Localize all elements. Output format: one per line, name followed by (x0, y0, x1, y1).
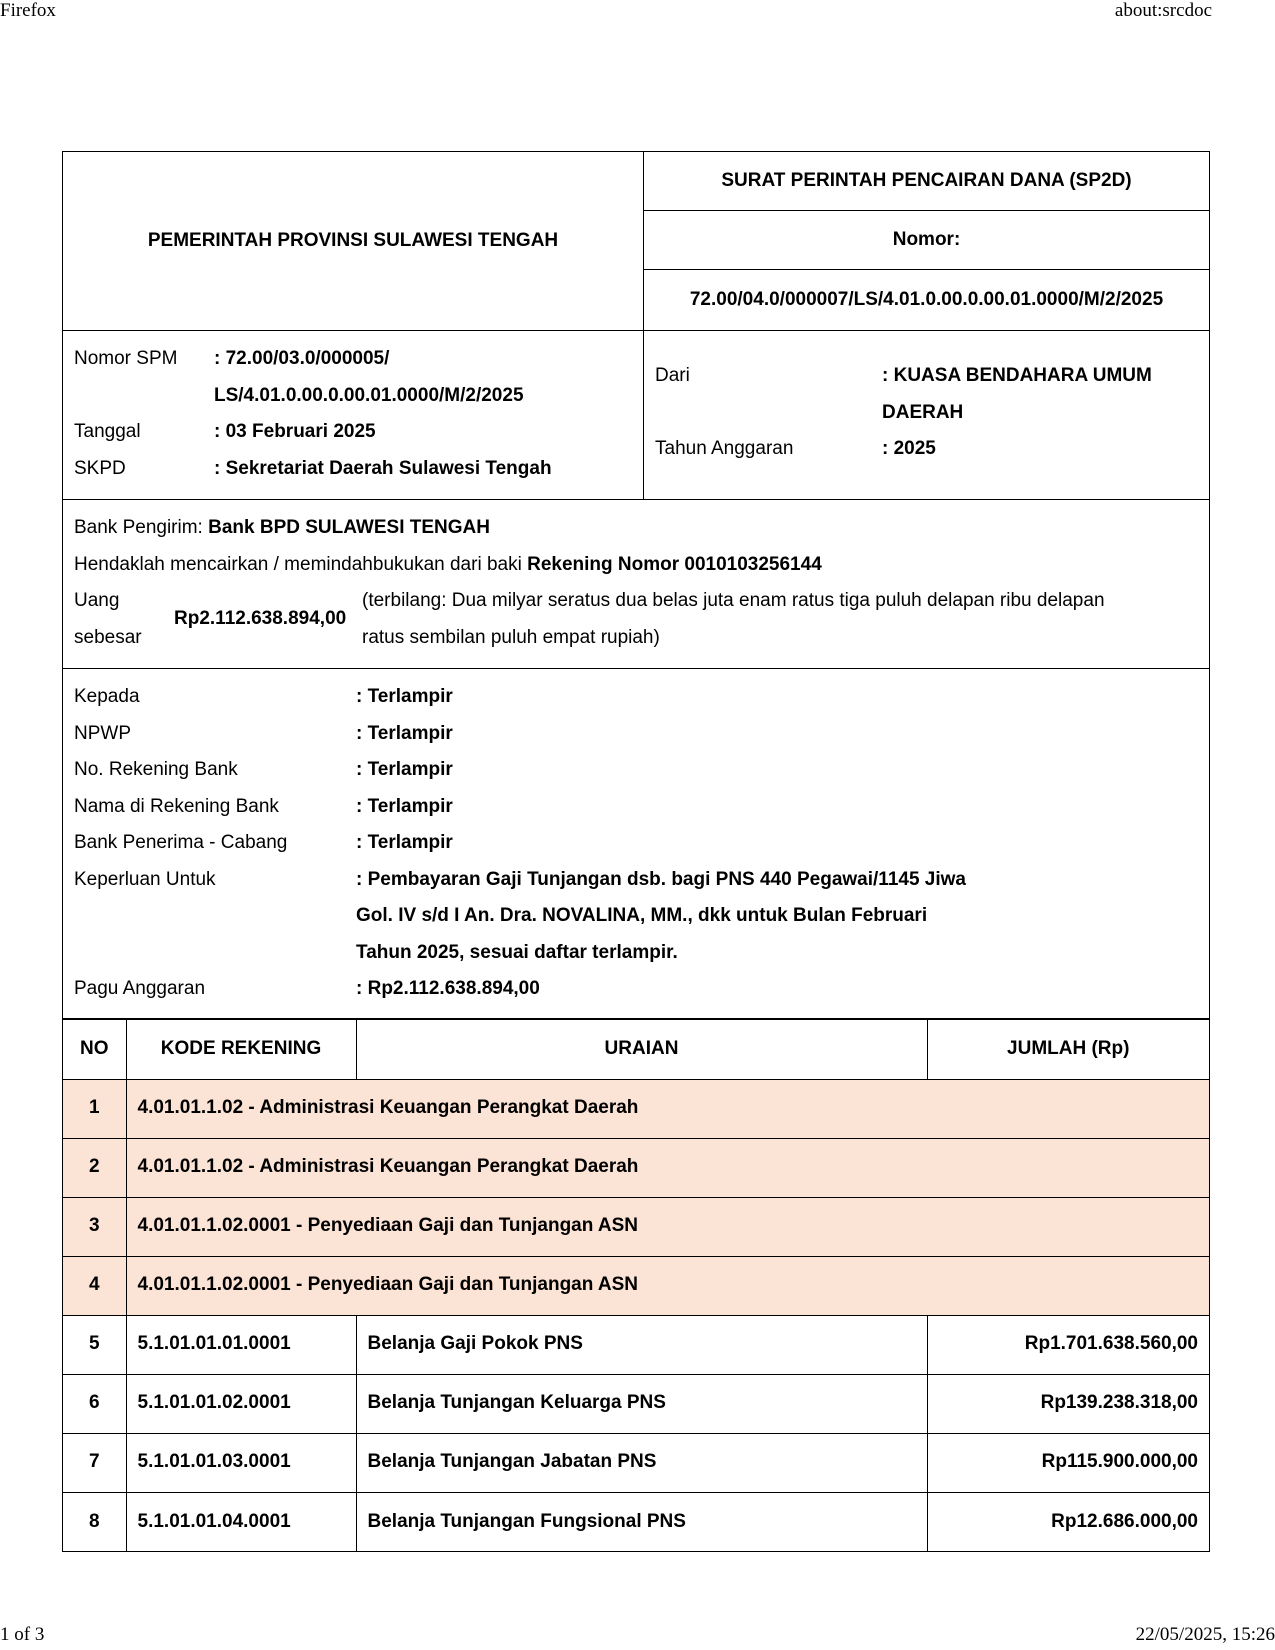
row-kode: 5.1.01.01.04.0001 (126, 1492, 356, 1551)
col-uraian-header: URAIAN (356, 1020, 927, 1079)
row-no: 2 (63, 1138, 126, 1197)
kepada-value: : Terlampir (356, 686, 453, 707)
row-uraian: Belanja Tunjangan Jabatan PNS (356, 1433, 927, 1492)
dari-details (644, 331, 1209, 499)
nomor-spm-value: : 72.00/03.0/000005/ (214, 348, 390, 369)
bank-pengirim-value: Bank BPD SULAWESI TENGAH (208, 517, 490, 538)
tahun-value: : 2025 (882, 438, 936, 459)
skpd-value: : Sekretariat Daerah Sulawesi Tengah (214, 457, 552, 479)
bank-pengirim-label: Bank Pengirim: (74, 517, 209, 538)
bank-section (63, 500, 1209, 669)
col-no-header: NO (63, 1020, 126, 1079)
table-row (63, 1433, 1209, 1492)
nomor-spm-value-cont: LS/4.01.0.00.0.00.01.0000/M/2/2025 (214, 384, 524, 406)
row-no: 4 (63, 1256, 126, 1315)
uang-label: Uang (74, 590, 120, 611)
print-header-app: Firefox (0, 0, 56, 21)
bank-penerima-label: Bank Penerima - Cabang (74, 832, 288, 853)
row-group-text: 4.01.01.1.02 - Administrasi Keuangan Perangkat Daerah (126, 1079, 1209, 1138)
nomor-label: Nomor: (644, 211, 1209, 270)
terbilang-text: (terbilang: Dua milyar seratus dua belas juta enam ratus tiga puluh delapan ribu delapan (362, 590, 1105, 611)
print-header-url: about:srcdoc (1114, 0, 1212, 21)
kepada-label: Kepada (74, 686, 140, 707)
table-row (63, 1315, 1209, 1374)
print-footer-datetime: 22/05/2025, 15:26 (1135, 1624, 1275, 1645)
row-jumlah: Rp1.701.638.560,00 (927, 1315, 1209, 1374)
terbilang-text-cont: ratus sembilan puluh empat rupiah) (362, 626, 660, 648)
penerima-section (63, 669, 1209, 1020)
keperluan-value-cont-1: Gol. IV s/d I An. Dra. NOVALINA, MM., dkk untuk Bulan Februari (356, 905, 928, 926)
col-jumlah-header: JUMLAH (Rp) (927, 1020, 1209, 1079)
doc-title: SURAT PERINTAH PENCAIRAN DANA (SP2D) (644, 152, 1209, 211)
row-kode: 5.1.01.01.02.0001 (126, 1374, 356, 1433)
row-no: 5 (63, 1315, 126, 1374)
row-no: 7 (63, 1433, 126, 1492)
pagu-value: : Rp2.112.638.894,00 (356, 978, 540, 999)
row-group-text: 4.01.01.1.02.0001 - Penyediaan Gaji dan Tunjangan ASN (126, 1197, 1209, 1256)
tahun-label: Tahun Anggaran (655, 438, 794, 459)
government-name: PEMERINTAH PROVINSI SULAWESI TENGAH (63, 152, 644, 330)
table-row (63, 1492, 1209, 1551)
sp2d-document (62, 151, 1210, 1552)
table-row (63, 1197, 1209, 1256)
pagu-label: Pagu Anggaran (74, 978, 206, 999)
rekening-nomor: Rekening Nomor 0010103256144 (527, 553, 822, 575)
table-row (63, 1256, 1209, 1315)
row-jumlah: Rp12.686.000,00 (927, 1492, 1209, 1551)
row-no: 6 (63, 1374, 126, 1433)
dari-value-cont: DAERAH (882, 401, 964, 423)
col-kode-header: KODE REKENING (126, 1020, 356, 1079)
uang-amount: Rp2.112.638.894,00 (174, 608, 347, 630)
row-no: 1 (63, 1079, 126, 1138)
instruksi-text: Hendaklah mencairkan / memindahbukukan dari baki (74, 553, 528, 575)
spm-details (63, 331, 644, 499)
row-uraian: Belanja Tunjangan Keluarga PNS (356, 1374, 927, 1433)
table-row (63, 1138, 1209, 1197)
table-row (63, 1079, 1209, 1138)
dari-value: : KUASA BENDAHARA UMUM (882, 365, 1152, 386)
doc-title-block (644, 152, 1209, 330)
npwp-label: NPWP (74, 722, 131, 744)
tanggal-label: Tanggal (74, 421, 141, 442)
keperluan-value: : Pembayaran Gaji Tunjangan dsb. bagi PNS 440 Pegawai/1145 Jiwa (356, 868, 966, 890)
print-footer-page: 1 of 3 (0, 1624, 45, 1645)
tanggal-value: : 03 Februari 2025 (214, 421, 376, 442)
row-uraian: Belanja Gaji Pokok PNS (356, 1315, 927, 1374)
row-group-text: 4.01.01.1.02 - Administrasi Keuangan Perangkat Daerah (126, 1138, 1209, 1197)
nomor-value: 72.00/04.0/000007/LS/4.01.0.00.0.00.01.0000/M/2/2025 (689, 288, 1164, 310)
rekening-table (63, 1020, 1209, 1551)
row-jumlah: Rp115.900.000,00 (927, 1433, 1209, 1492)
row-uraian: Belanja Tunjangan Fungsional PNS (356, 1492, 927, 1551)
keperluan-value-cont-2: Tahun 2025, sesuai daftar terlampir. (356, 941, 678, 963)
bank-penerima-value: : Terlampir (356, 832, 453, 853)
sebesar-label: sebesar (74, 626, 142, 648)
dari-label: Dari (655, 365, 690, 386)
row-kode: 5.1.01.01.01.0001 (126, 1315, 356, 1374)
nomor-spm-label: Nomor SPM (74, 348, 178, 369)
table-row (63, 1374, 1209, 1433)
row-jumlah: Rp139.238.318,00 (927, 1374, 1209, 1433)
rekening-value: : Terlampir (356, 759, 453, 780)
rekening-label: No. Rekening Bank (74, 759, 238, 780)
document-header (63, 152, 1209, 331)
row-no: 8 (63, 1492, 126, 1551)
nama-rekening-label: Nama di Rekening Bank (74, 795, 279, 817)
nama-rekening-value: : Terlampir (356, 795, 453, 817)
table-header-row (63, 1020, 1209, 1079)
row-no: 3 (63, 1197, 126, 1256)
npwp-value: : Terlampir (356, 722, 453, 744)
row-group-text: 4.01.01.1.02.0001 - Penyediaan Gaji dan Tunjangan ASN (126, 1256, 1209, 1315)
row-kode: 5.1.01.01.03.0001 (126, 1433, 356, 1492)
spm-section (63, 331, 1209, 500)
skpd-label: SKPD (74, 457, 126, 479)
keperluan-label: Keperluan Untuk (74, 868, 216, 890)
